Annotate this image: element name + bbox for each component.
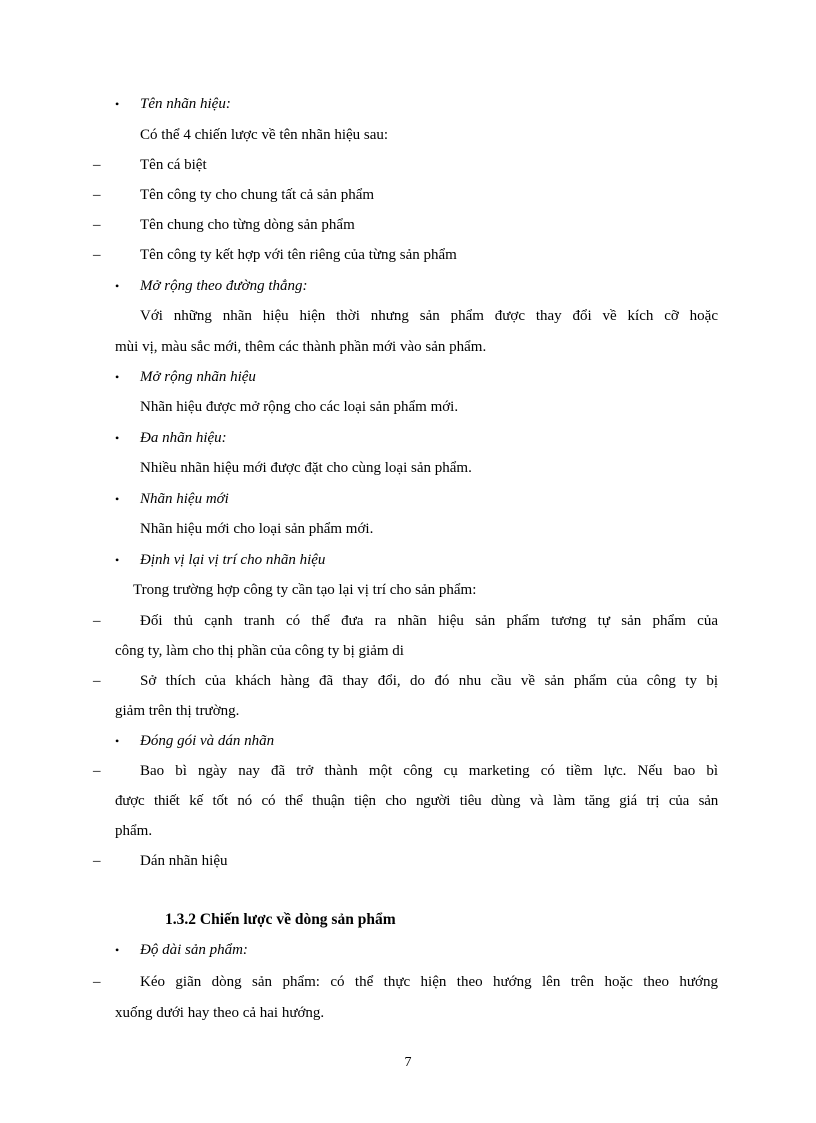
bullet-icon: • xyxy=(115,279,120,293)
dash-icon: – xyxy=(93,187,101,203)
bullet-icon: • xyxy=(115,734,120,748)
heading-brand-extension: Mở rộng nhãn hiệu xyxy=(140,369,256,385)
list-item: Đối thủ cạnh tranh có thể đưa ra nhãn hiệu sản phẩm tương tự sản phẩm của xyxy=(140,613,718,629)
dash-icon: – xyxy=(93,157,101,173)
heading-product-length: Độ dài sản phẩm: xyxy=(140,942,248,958)
bullet-icon: • xyxy=(115,492,120,506)
paragraph-line: được thiết kế tốt nó có thể thuận tiện cho người tiêu dùng và làm tăng giá trị của sản xyxy=(115,793,718,809)
paragraph-line: xuống dưới hay theo cả hai hướng. xyxy=(115,1005,325,1021)
dash-icon: – xyxy=(93,217,101,233)
list-item: Sở thích của khách hàng đã thay đổi, do đó nhu cầu về sản phẩm của công ty bị xyxy=(140,673,718,689)
dash-icon: – xyxy=(93,853,101,869)
list-item: Tên công ty cho chung tất cả sản phẩm xyxy=(140,187,375,203)
paragraph-line: giảm trên thị trường. xyxy=(115,703,240,719)
bullet-icon: • xyxy=(115,370,120,384)
paragraph-line: Nhãn hiệu được mở rộng cho các loại sản phẩm mới. xyxy=(140,399,459,415)
paragraph-line: Với những nhãn hiệu hiện thời nhưng sản phẩm được thay đổi về kích cỡ hoặc xyxy=(140,308,718,324)
heading-brand-name: Tên nhãn hiệu: xyxy=(140,96,231,112)
list-item: Tên chung cho từng dòng sản phẩm xyxy=(140,217,355,233)
bullet-icon: • xyxy=(115,943,120,957)
heading-multi-brand: Đa nhãn hiệu: xyxy=(140,430,227,446)
heading-packaging: Đóng gói và dán nhãn xyxy=(140,733,275,749)
dash-icon: – xyxy=(93,613,101,629)
dash-icon: – xyxy=(93,673,101,689)
dash-icon: – xyxy=(93,974,101,990)
paragraph-line: phẩm. xyxy=(115,823,153,839)
paragraph-line: công ty, làm cho thị phần của công ty bị giảm di xyxy=(115,643,404,659)
paragraph-line: Có thể 4 chiến lược về tên nhãn hiệu sau: xyxy=(140,127,389,143)
paragraph-line: Nhiều nhãn hiệu mới được đặt cho cùng loại sản phẩm. xyxy=(140,460,472,476)
paragraph-line: Nhãn hiệu mới cho loại sản phẩm mới. xyxy=(140,521,374,537)
dash-icon: – xyxy=(93,763,101,779)
list-item: Tên cá biệt xyxy=(140,157,207,173)
list-item: Tên công ty kết hợp với tên riêng của từng sản phẩm xyxy=(140,247,457,263)
heading-repositioning: Định vị lại vị trí cho nhãn hiệu xyxy=(140,552,326,568)
page-number: 7 xyxy=(404,1055,412,1070)
bullet-icon: • xyxy=(115,97,120,111)
bullet-icon: • xyxy=(115,431,120,445)
section-title: 1.3.2 Chiến lược về dòng sản phẩm xyxy=(165,911,396,928)
list-item: Dán nhãn hiệu xyxy=(140,853,228,869)
dash-icon: – xyxy=(93,247,101,263)
heading-new-brand: Nhãn hiệu mới xyxy=(140,491,229,507)
list-item: Bao bì ngày nay đã trở thành một công cụ marketing có tiềm lực. Nếu bao bì xyxy=(140,763,718,779)
paragraph-line: Trong trường hợp công ty cần tạo lại vị trí cho sản phẩm: xyxy=(133,582,477,598)
heading-line-extension: Mở rộng theo đường thẳng: xyxy=(140,278,308,294)
bullet-icon: • xyxy=(115,553,120,567)
list-item: Kéo giãn dòng sản phẩm: có thể thực hiện theo hướng lên trên hoặc theo hướng xyxy=(140,974,718,990)
paragraph-line: mùi vị, màu sắc mới, thêm các thành phần mới vào sản phẩm. xyxy=(115,339,487,355)
